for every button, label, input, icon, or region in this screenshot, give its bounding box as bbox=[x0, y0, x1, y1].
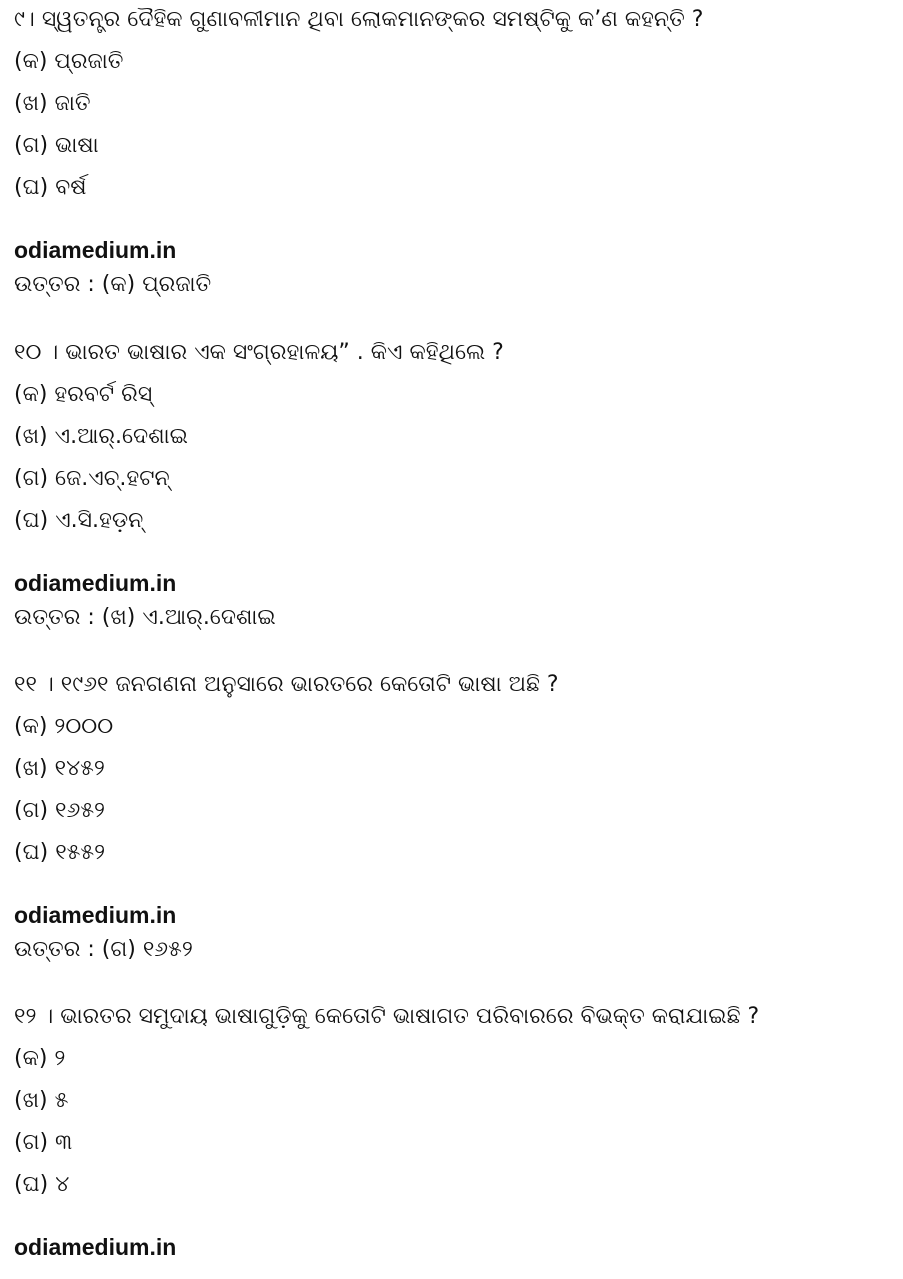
site-watermark: odiamedium.in bbox=[14, 1234, 177, 1260]
question-10-answer: ଉତ୍ତର : (ଖ) ଏ.ଆର୍.ଦେଶାଇ bbox=[14, 605, 276, 630]
question-12-option-ga: (ଗ) ୩ bbox=[14, 1130, 73, 1155]
question-12-option-gha: (ଘ) ୪ bbox=[14, 1172, 70, 1197]
question-10-option-kha: (ଖ) ଏ.ଆର୍.ଦେଶାଇ bbox=[14, 424, 188, 449]
site-watermark: odiamedium.in bbox=[14, 570, 177, 596]
question-9-text: ୯। ସ୍ୱତନ୍ତ୍ର ଦୈହିକ ଗୁଣାବଳୀମାନ ଥିବା ଲୋକମାନଙ୍କର ସମଷ୍ଟିକୁ କ’ଣ କହନ୍ତି ? bbox=[14, 7, 704, 32]
question-11-option-kha: (ଖ) ୧୪୫୨ bbox=[14, 756, 105, 781]
question-10-option-ga: (ଗ) ଜେ.ଏଚ୍.ହଟନ୍ bbox=[14, 466, 170, 491]
site-watermark: odiamedium.in bbox=[14, 237, 177, 263]
question-11-option-ka: (କ) ୨୦୦୦ bbox=[14, 714, 114, 739]
question-9-option-kha: (ଖ) ଜାତି bbox=[14, 91, 91, 116]
question-10-option-gha: (ଘ) ଏ.ସି.ହଡ଼ନ୍ bbox=[14, 508, 144, 533]
question-9-option-ga: (ଗ) ଭାଷା bbox=[14, 133, 99, 158]
question-11-option-ga: (ଗ) ୧୬୫୨ bbox=[14, 798, 106, 823]
question-9-option-ka: (କ) ପ୍ରଜାତି bbox=[14, 49, 124, 74]
question-9-answer: ଉତ୍ତର : (କ) ପ୍ରଜାତି bbox=[14, 272, 212, 297]
question-12-option-kha: (ଖ) ୫ bbox=[14, 1088, 69, 1113]
question-11-text: ୧୧ । ୧୯୬୧ ଜନଗଣନା ଅନୁସାରେ ଭାରତରେ କେତୋଟି ଭାଷା ଅଛି ? bbox=[14, 672, 559, 697]
question-9-option-gha: (ଘ) ବର୍ଷ bbox=[14, 175, 87, 200]
question-10-option-ka: (କ) ହରବର୍ଟ ରିସ୍ bbox=[14, 382, 153, 407]
question-11-answer: ଉତ୍ତର : (ଗ) ୧୬୫୨ bbox=[14, 937, 193, 962]
question-10-text: ୧୦ । ଭାରତ ଭାଷାର ଏକ ସଂଗ୍ରହାଳୟ” . କିଏ କହିଥିଲେ ? bbox=[14, 340, 504, 365]
question-11-option-gha: (ଘ) ୧୫୫୨ bbox=[14, 840, 106, 865]
question-12-option-ka: (କ) ୨ bbox=[14, 1046, 66, 1071]
question-12-text: ୧୨ । ଭାରତର ସମୁଦାୟ ଭାଷାଗୁଡ଼ିକୁ କେତୋଟି ଭାଷାଗତ ପରିବାରରେ ବିଭକ୍ତ କରାଯାଇଛି ? bbox=[14, 1004, 760, 1029]
site-watermark: odiamedium.in bbox=[14, 902, 177, 928]
